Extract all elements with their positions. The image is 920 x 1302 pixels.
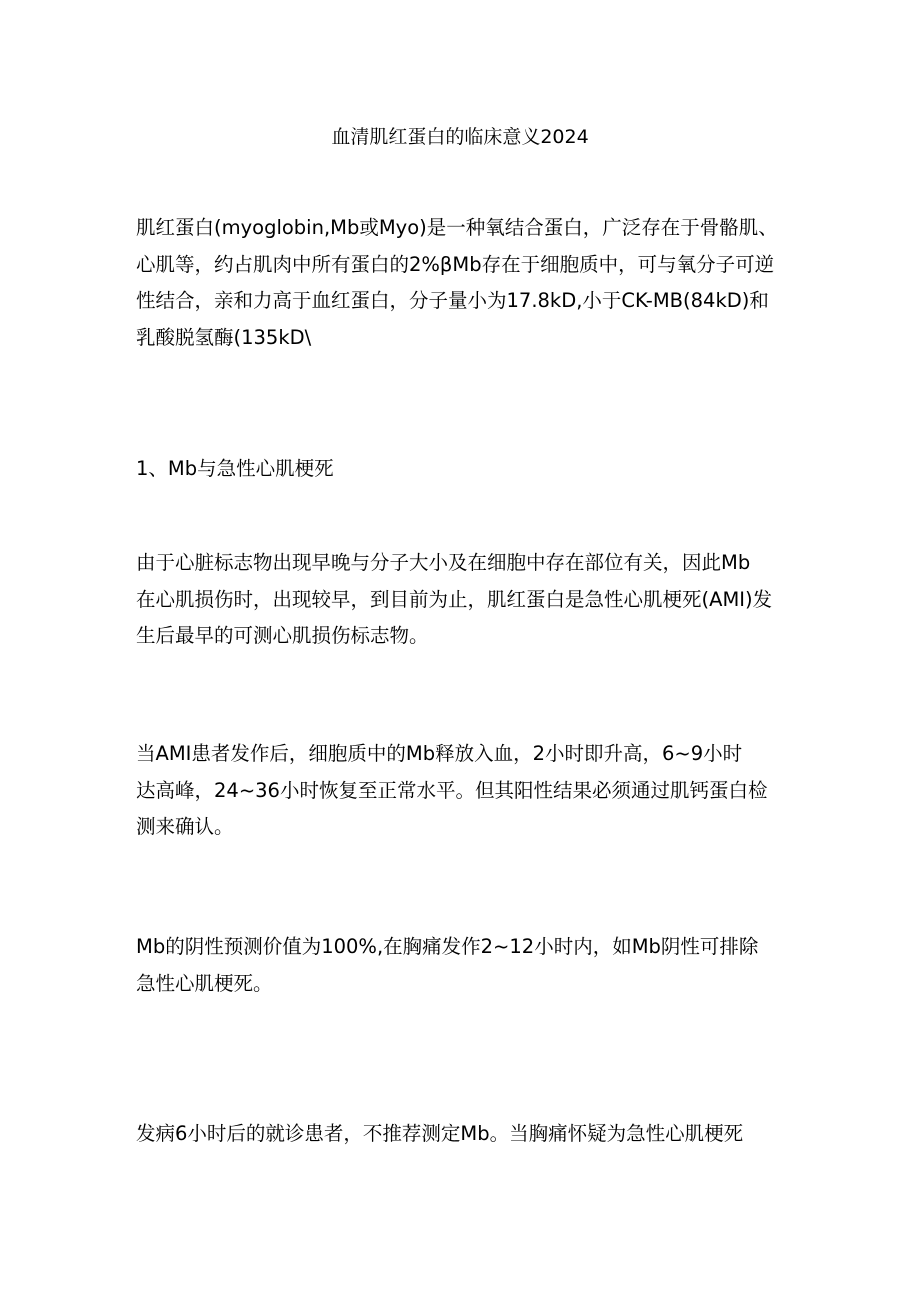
paragraph-early-marker xyxy=(136,545,796,655)
text-line: 在心肌损伤时，出现较早，到目前为止，肌红蛋白是急性心肌梗死(AMI)发 xyxy=(136,587,773,611)
text-line: 发病6小时后的就诊患者，不推荐测定Mb。当胸痛怀疑为急性心肌梗死 xyxy=(136,1122,744,1145)
heading-line: 1、Mb与急性心肌梗死 xyxy=(136,457,334,480)
paragraph-recommendation xyxy=(136,1116,796,1153)
text-line: 达高峰，24~36小时恢复至正常水平。但其阳性结果必须通过肌钙蛋白检 xyxy=(136,778,768,802)
text-line: 生后最早的可测心肌损伤标志物。 xyxy=(136,624,429,647)
paragraph-intro xyxy=(136,210,796,356)
text-line: 性结合，亲和力高于血红蛋白，分子量小为17.8kD,小于CK-MB(84kD)和 xyxy=(136,289,769,312)
text-line: 乳酸脱氢酶(135kD\ xyxy=(136,325,312,349)
paragraph-negative-prediction xyxy=(136,929,796,1002)
document-title: 血清肌红蛋白的临床意义2024 xyxy=(331,126,589,148)
paragraph-release-timeline xyxy=(136,736,796,846)
text-line: 由于心脏标志物出现早晚与分子大小及在细胞中存在部位有关，因此Mb xyxy=(136,551,751,574)
section-heading xyxy=(136,451,796,488)
text-line: 测来确认。 xyxy=(136,815,234,838)
text-line: 心肌等，约占肌肉中所有蛋白的2%βMb存在于细胞质中，可与氧分子可逆 xyxy=(136,252,775,276)
text-line: 肌红蛋白(myoglobin,Mb或Myo)是一种氧结合蛋白，广泛存在于骨骼肌、 xyxy=(136,216,778,239)
text-line: 当AMI患者发作后，细胞质中的Mb释放入血，2小时即升高，6~9小时 xyxy=(136,742,743,765)
text-line: 急性心肌梗死。 xyxy=(136,971,273,995)
text-line: Mb的阴性预测价值为100%,在胸痛发作2~12小时内，如Mb阴性可排除 xyxy=(136,935,759,958)
